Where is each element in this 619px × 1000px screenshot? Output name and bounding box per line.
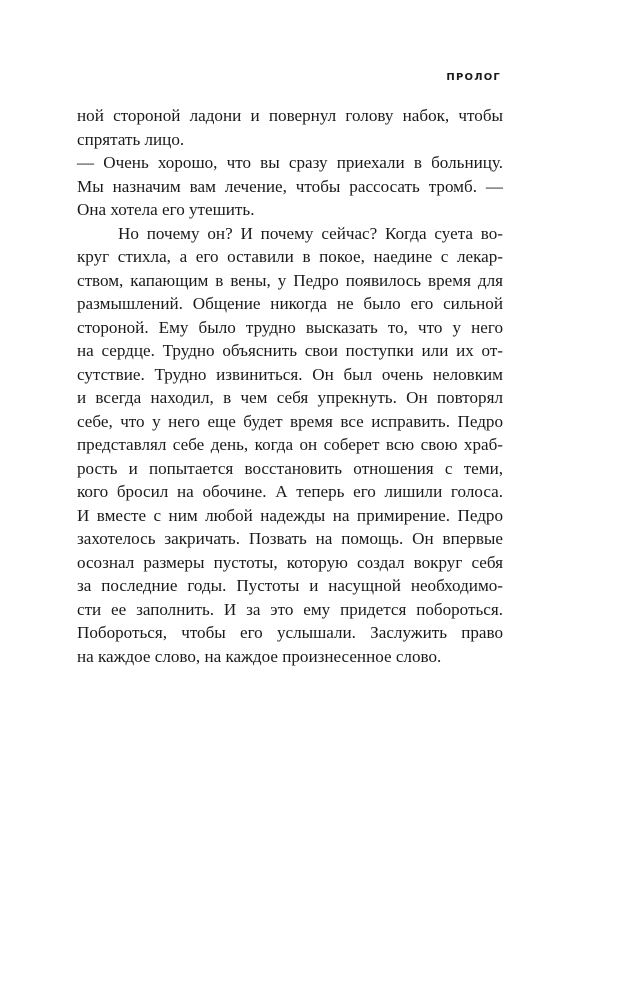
text-line: — Очень хорошо, что вы сразу приехали в больницу.: [77, 153, 503, 172]
text-line: сутствие. Трудно извиниться. Он был очень неловким: [77, 364, 503, 384]
text-line: Мы назначим вам лечение, чтобы рассосать тромб. —: [77, 176, 503, 196]
running-head: ПРОЛОГ: [446, 72, 501, 83]
text-line: круг стихла, а его оставили в покое, наедине с лекар-: [77, 247, 503, 266]
text-line: размышлений. Общение никогда не было его сильной: [77, 294, 503, 313]
text-line: осознал размеры пустоты, которую создал вокруг себя: [77, 552, 503, 572]
text-line: рость и попытается восстановить отношения с теми,: [77, 458, 503, 478]
text-line: ством, капающим в вены, у Педро появилось время для: [77, 270, 503, 290]
text-line: себе, что у него еще будет время все исправить. Педро: [77, 411, 503, 431]
text-line: захотелось закричать. Позвать на помощь. Он впервые: [77, 529, 503, 548]
text-line: за последние годы. Пустоты и насущной необходимо-: [77, 576, 503, 595]
text-line: на сердце. Трудно объяснить свои поступки или их от-: [77, 341, 503, 360]
text-line: кого бросил на обочине. А теперь его лишили голоса.: [77, 482, 503, 501]
body-text: [77, 104, 503, 668]
text-line: и всегда находил, в чем себя упрекнуть. Он повторял: [77, 388, 503, 407]
text-line: Побороться, чтобы его услышали. Заслужить право: [77, 623, 503, 642]
text-line: спрятать лицо.: [77, 129, 185, 149]
text-line: ной стороной ладони и повернул голову набок, чтобы: [77, 106, 503, 125]
text-line: сти ее заполнить. И за это ему придется побороться.: [77, 599, 503, 619]
text-line: Но почему он? И почему сейчас? Когда суета во-: [118, 223, 503, 243]
text-line: на каждое слово, на каждое произнесенное слово.: [77, 646, 442, 666]
text-line: представлял себе день, когда он соберет всю свою храб-: [77, 435, 503, 454]
text-line: И вместе с ним любой надежды на примирение. Педро: [77, 505, 503, 525]
text-line: Она хотела его утешить.: [77, 200, 255, 219]
text-line: стороной. Ему было трудно высказать то, что у него: [77, 317, 503, 337]
